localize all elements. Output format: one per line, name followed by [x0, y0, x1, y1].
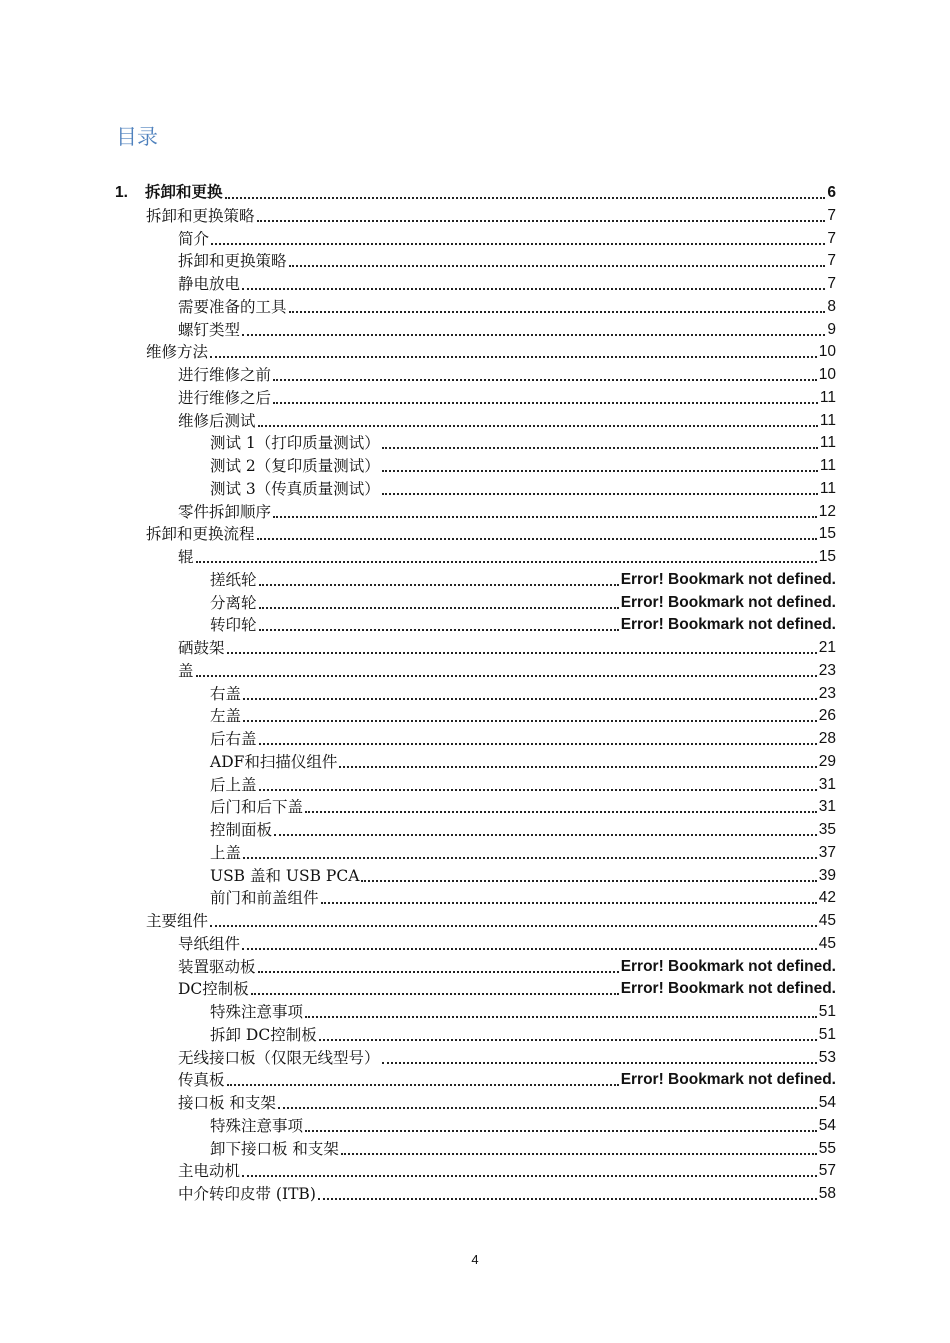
toc-entry-page: Error! Bookmark not defined. [620, 980, 836, 998]
toc-entry-label [178, 251, 287, 271]
toc-entry[interactable] [210, 886, 836, 908]
toc-entry[interactable] [210, 818, 836, 840]
toc-entry[interactable] [146, 204, 836, 226]
toc-entry-label [178, 957, 256, 977]
dot-leader [258, 425, 818, 427]
toc-entry-label [178, 411, 256, 431]
dot-leader [243, 720, 817, 722]
dot-leader [243, 698, 817, 700]
toc-entry-page: 54 [818, 1116, 836, 1134]
toc-entry-page: 45 [818, 934, 836, 952]
toc-entry-page: 11 [819, 457, 836, 474]
toc-entry-label [210, 615, 257, 635]
toc-entry[interactable] [210, 477, 836, 499]
toc-entry-label [210, 1002, 303, 1022]
toc-entry[interactable] [178, 1159, 836, 1181]
toc-entry[interactable] [178, 1068, 836, 1090]
toc-entry-page: 37 [818, 843, 836, 861]
dot-leader [210, 925, 817, 927]
toc-entry[interactable] [146, 909, 836, 931]
toc-entry-text: 盖 [178, 661, 194, 680]
toc-entry-label [210, 888, 319, 908]
toc-entry-page: 31 [818, 798, 836, 816]
dot-leader [382, 470, 818, 472]
toc-entry[interactable] [178, 409, 836, 431]
dot-leader [259, 629, 619, 631]
toc-entry-label [178, 1048, 380, 1068]
toc-entry-label [210, 729, 257, 749]
toc-entry-label [210, 820, 272, 840]
toc-entry-text: 主电动机 [178, 1162, 241, 1181]
toc-entry-page: 42 [818, 889, 836, 907]
toc-entry-text: 中介转印皮带 (ITB) [178, 1185, 316, 1203]
toc-entry-page: 7 [827, 229, 836, 247]
dot-leader [227, 1084, 619, 1086]
toc-entry-page: 55 [818, 1139, 836, 1157]
dot-leader [319, 1039, 817, 1041]
dot-leader [361, 880, 816, 882]
toc-entry-page: 7 [827, 252, 836, 270]
toc-entry-text: 右盖 [210, 684, 242, 703]
toc-entry-page: Error! Bookmark not defined. [620, 570, 836, 588]
toc-entry-text: 上盖 [210, 843, 242, 862]
toc-entry-page: 51 [818, 1003, 836, 1020]
dot-leader [341, 1153, 817, 1155]
dot-leader [289, 265, 826, 267]
toc-entry-label [178, 388, 271, 408]
dot-leader [211, 243, 825, 245]
toc-entry-text: 搓纸轮 [210, 570, 257, 589]
toc-entry-label [178, 638, 225, 658]
toc-entry-text: 测试 1（打印质量测试） [210, 434, 380, 453]
dot-leader [210, 356, 817, 358]
toc-entry-text: 零件拆卸顺序 [178, 502, 272, 521]
toc-entry-page: 39 [818, 866, 836, 884]
toc-entry-label [178, 365, 271, 385]
dot-leader [273, 516, 817, 518]
toc-entry-page: 45 [818, 912, 836, 929]
toc-entry-label [115, 182, 223, 203]
toc-entry-label [178, 1184, 316, 1204]
dot-leader [243, 857, 817, 859]
toc-entry-page: 15 [818, 525, 836, 543]
toc-entry-label [146, 342, 208, 362]
dot-leader [382, 447, 818, 449]
dot-leader [257, 220, 826, 222]
dot-leader [259, 584, 619, 586]
toc-entry[interactable] [210, 591, 836, 613]
toc-entry-page: 53 [818, 1048, 836, 1066]
toc-entry-page: Error! Bookmark not defined. [620, 616, 836, 634]
toc-entry-text: 拆卸 DC控制板 [210, 1025, 317, 1044]
dot-leader [274, 834, 817, 836]
toc-entry-page: 7 [827, 275, 836, 292]
toc-entry-text: 传真板 [178, 1071, 225, 1090]
toc-entry-text: 简介 [178, 229, 210, 248]
toc-entry[interactable] [210, 454, 836, 476]
toc-entry[interactable] [210, 1023, 836, 1045]
toc-entry-text: 控制面板 [210, 821, 273, 839]
toc-entry[interactable] [178, 318, 836, 340]
toc-entry-text: 进行维修之后 [178, 388, 272, 407]
toc-entry[interactable] [210, 1114, 836, 1136]
toc-entry-page: 57 [818, 1162, 836, 1180]
toc-entry-page: 23 [818, 661, 836, 679]
toc-entry-text: ADF和扫描仪组件 [210, 752, 338, 771]
toc-entry-text: 装置驱动板 [178, 957, 256, 976]
toc-entry[interactable] [210, 727, 836, 749]
toc-entry-page: 51 [818, 1025, 836, 1043]
toc-heading: 目录 [116, 125, 158, 149]
toc-entry[interactable] [178, 955, 836, 977]
toc-entry-label [146, 524, 255, 544]
toc-entry-label [210, 706, 241, 726]
toc-entry[interactable] [178, 295, 836, 317]
dot-leader [258, 971, 619, 973]
toc-entry-text: 导纸组件 [178, 934, 241, 953]
toc-entry-page: 15 [818, 548, 836, 565]
toc-entry-page: Error! Bookmark not defined. [620, 593, 836, 611]
toc-entry-label [210, 456, 380, 476]
toc-entry-page: 58 [818, 1185, 836, 1202]
toc-entry-text: 硒鼓架 [178, 639, 225, 657]
toc-entry[interactable] [146, 522, 836, 544]
toc-entry-label [178, 979, 249, 999]
toc-entry-label [178, 229, 209, 249]
toc-entry[interactable] [210, 682, 836, 704]
dot-leader [318, 1198, 817, 1200]
toc-entry-text: 分离轮 [210, 593, 257, 612]
toc-entry-text: 进行维修之前 [178, 366, 272, 384]
toc-entry[interactable] [210, 795, 836, 817]
dot-leader [242, 334, 825, 336]
toc-entry[interactable] [210, 1000, 836, 1022]
toc-entry-label [210, 1116, 303, 1136]
toc-entry-label [178, 502, 271, 522]
toc-entry-page: 10 [818, 366, 836, 383]
toc-entry-text: 维修后测试 [178, 411, 256, 430]
dot-leader [273, 379, 817, 381]
toc-entry-label [178, 547, 194, 567]
toc-entry[interactable] [178, 636, 836, 658]
toc-entry[interactable] [178, 500, 836, 522]
toc-entry-label [210, 752, 337, 772]
dot-leader [289, 311, 826, 313]
toc-entry[interactable] [178, 249, 836, 271]
toc-entry-page: 11 [819, 479, 836, 497]
toc-entry-label [178, 1070, 225, 1090]
toc-entry[interactable] [178, 1182, 836, 1204]
dot-leader [251, 993, 619, 995]
toc-entry-text: 拆卸和更换流程 [146, 525, 255, 544]
toc-entry[interactable] [178, 545, 836, 567]
toc-entry-label [178, 274, 240, 294]
toc-entry-label [210, 433, 380, 453]
toc-entry-number: 1. [115, 184, 128, 201]
dot-leader [259, 789, 817, 791]
toc-entry-page: 6 [827, 184, 836, 201]
toc-entry-page: 8 [827, 297, 836, 315]
toc-entry[interactable] [178, 1046, 836, 1068]
dot-leader [196, 675, 817, 677]
toc-entry-label [210, 775, 257, 795]
toc-entry-label [178, 934, 240, 954]
dot-leader [225, 197, 826, 199]
dot-leader [196, 561, 817, 563]
dot-leader [242, 948, 817, 950]
toc-entry[interactable] [210, 1137, 836, 1159]
toc-entry-text: 后右盖 [210, 730, 257, 748]
dot-leader [227, 652, 817, 654]
toc-entry-label [210, 1025, 317, 1045]
toc-entry-text: 拆卸和更换 [145, 182, 223, 201]
dot-leader [305, 1016, 817, 1018]
toc-entry-page: 12 [818, 502, 836, 520]
toc-entry[interactable] [210, 841, 836, 863]
toc-entry[interactable] [115, 181, 836, 203]
toc-entry-text: 特殊注意事项 [210, 1003, 304, 1021]
toc-entry-label [178, 320, 240, 340]
toc-entry-text: 后上盖 [210, 775, 257, 794]
toc-entry-label [146, 911, 208, 931]
dot-leader [305, 1130, 817, 1132]
toc-entry-label [178, 1161, 240, 1181]
toc-entry-label [210, 1139, 339, 1159]
toc-entry-label [210, 866, 359, 886]
toc-entry-page: 9 [827, 320, 836, 338]
toc-entry-page: 28 [818, 730, 836, 747]
toc-entry[interactable] [178, 977, 836, 999]
toc-entry-text: 卸下接口板 和支架 [210, 1139, 339, 1158]
toc-entry[interactable] [210, 568, 836, 590]
toc-entry-text: 接口板 和支架 [178, 1094, 276, 1112]
toc-entry-text: 测试 2（复印质量测试） [210, 457, 380, 475]
toc-entry[interactable] [178, 932, 836, 954]
toc-entry[interactable] [210, 750, 836, 772]
toc-entry-label [178, 661, 194, 681]
toc-entry-label [210, 570, 257, 590]
toc-entry-page: 21 [818, 639, 836, 656]
toc-entry-text: 前门和前盖组件 [210, 889, 319, 908]
toc-entry-page: 7 [827, 206, 836, 224]
dot-leader [382, 1062, 817, 1064]
toc-entry-page: 29 [818, 752, 836, 770]
toc-entry-text: 测试 3（传真质量测试） [210, 479, 380, 498]
toc-entry-text: 后门和后下盖 [210, 798, 304, 817]
page-number: 4 [471, 1252, 479, 1267]
toc-entry-text: 无线接口板（仅限无线型号） [178, 1048, 380, 1067]
toc-entry[interactable] [210, 773, 836, 795]
toc-entry[interactable] [178, 659, 836, 681]
toc-entry-label [146, 206, 255, 226]
toc-entry-text: 维修方法 [146, 343, 209, 362]
toc-entry-text: 拆卸和更换策略 [146, 206, 255, 225]
toc-entry-text: 需要准备的工具 [178, 297, 287, 316]
dot-leader [321, 902, 817, 904]
toc-entry-page: 26 [818, 707, 836, 725]
dot-leader [257, 538, 817, 540]
toc-entry-text: 转印轮 [210, 616, 257, 635]
toc-entry-page: Error! Bookmark not defined. [620, 1071, 836, 1089]
dot-leader [259, 743, 817, 745]
toc-entry-page: 10 [818, 343, 836, 361]
toc-entry-page: 35 [818, 821, 836, 838]
toc-entry[interactable] [146, 340, 836, 362]
dot-leader [278, 1107, 817, 1109]
toc-entry-label [210, 797, 303, 817]
toc-entry[interactable] [178, 1091, 836, 1113]
toc-entry[interactable] [210, 704, 836, 726]
dot-leader [242, 288, 825, 290]
toc-entry-label [178, 297, 287, 317]
toc-entry-text: USB 盖和 USB PCA [210, 866, 360, 885]
toc-entry-page: 11 [819, 388, 836, 406]
toc-entry-text: 辊 [178, 548, 194, 566]
toc-entry-label [178, 1093, 276, 1113]
toc-entry-page: Error! Bookmark not defined. [620, 957, 836, 975]
toc-entry[interactable] [210, 431, 836, 453]
toc-entry[interactable] [210, 613, 836, 635]
dot-leader [339, 766, 816, 768]
dot-leader [305, 811, 817, 813]
toc-entry-page: 23 [818, 684, 836, 702]
toc-entry-text: DC控制板 [178, 980, 249, 999]
toc-entry-text: 静电放电 [178, 275, 241, 293]
toc-entry[interactable] [178, 272, 836, 294]
toc-entry-page: 54 [818, 1094, 836, 1111]
toc-entry-label [210, 593, 257, 613]
dot-leader [273, 402, 818, 404]
toc-entry[interactable] [178, 227, 836, 249]
toc-entry-text: 左盖 [210, 707, 242, 726]
dot-leader [242, 1175, 817, 1177]
toc-entry-text: 拆卸和更换策略 [178, 252, 287, 271]
toc-entry-text: 螺钉类型 [178, 320, 241, 339]
toc-entry-label [210, 479, 380, 499]
toc-entry-label [210, 843, 241, 863]
toc-entry-page: 11 [819, 434, 836, 452]
dot-leader [382, 493, 818, 495]
dot-leader [259, 607, 619, 609]
toc-entry-page: 11 [819, 411, 836, 429]
toc-entry[interactable] [178, 363, 836, 385]
toc-entry-text: 特殊注意事项 [210, 1116, 304, 1135]
toc-entry-text: 主要组件 [146, 912, 209, 930]
toc-entry-page: 31 [818, 775, 836, 793]
toc-entry[interactable] [210, 864, 836, 886]
toc-entry[interactable] [178, 386, 836, 408]
toc-entry-label [210, 684, 241, 704]
